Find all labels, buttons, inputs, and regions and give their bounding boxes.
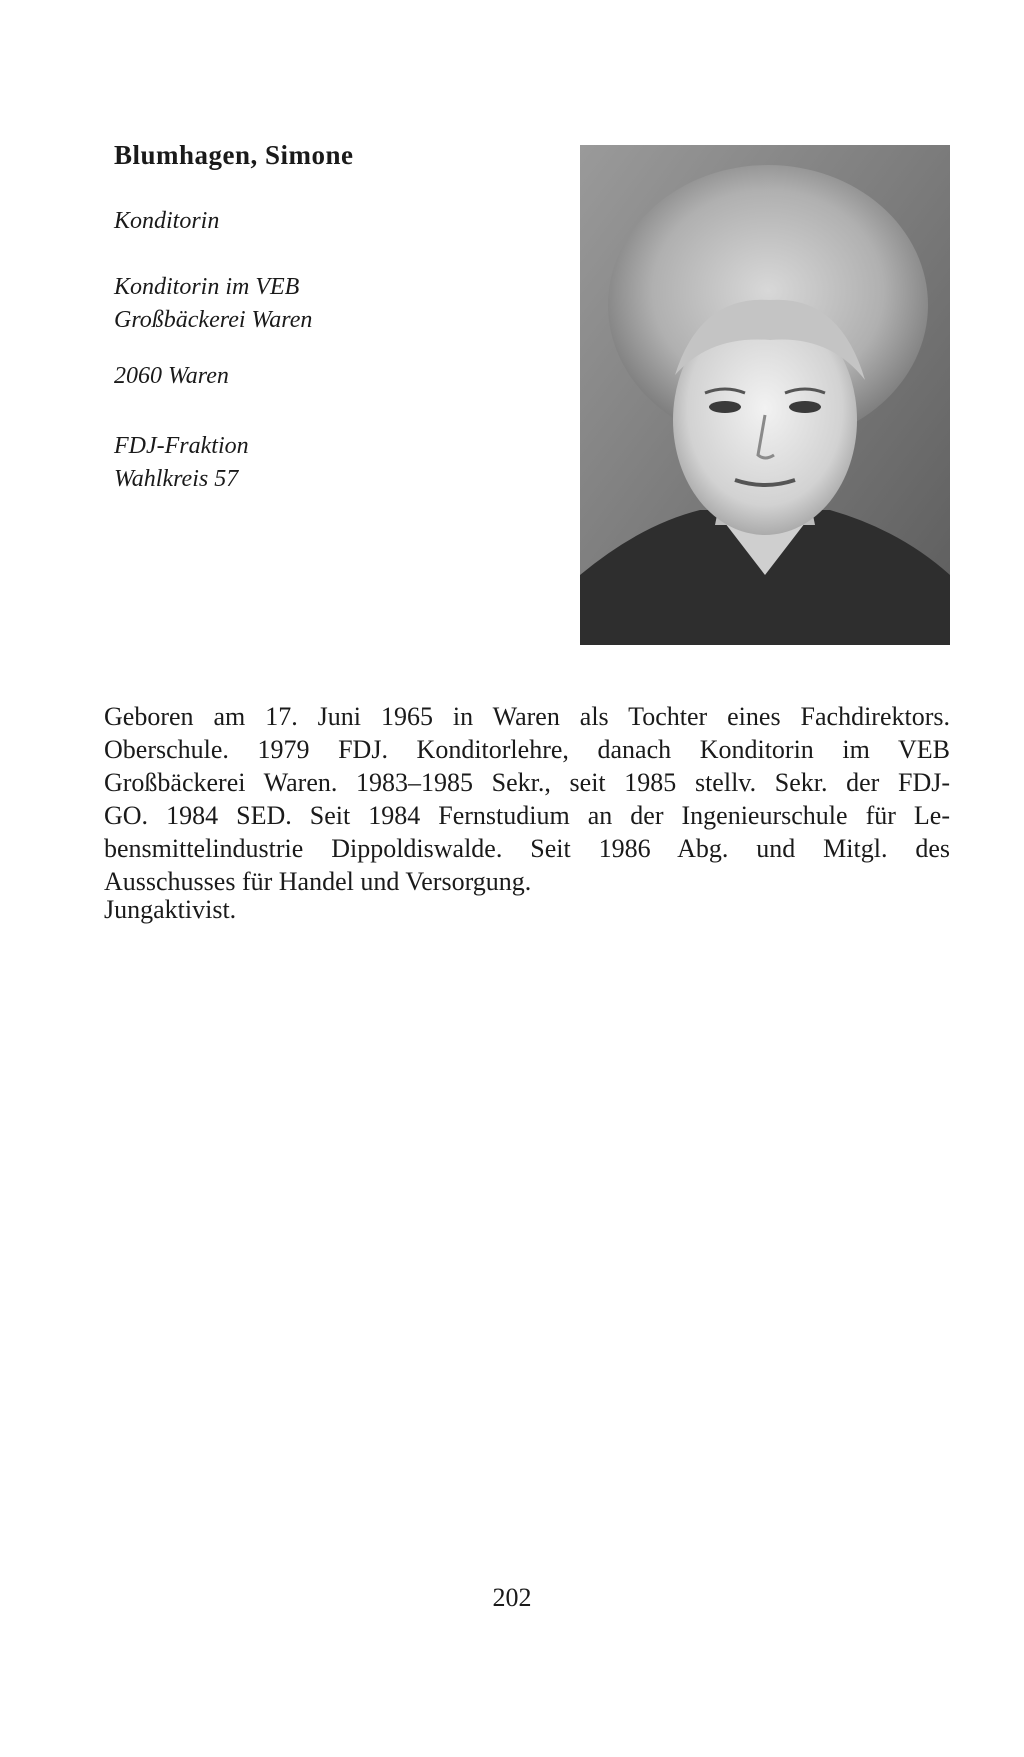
fraction-line: FDJ-Fraktion — [114, 433, 249, 459]
biography-line: Oberschule. 1979 FDJ. Konditorlehre, danach Konditorin im VEB — [104, 735, 950, 764]
biography-line: Ausschusses für Handel und Versorgung. — [104, 867, 532, 896]
occupation: Konditorin — [114, 208, 220, 234]
constituency-line: Wahlkreis 57 — [114, 466, 239, 492]
person-name: Blumhagen, Simone — [114, 140, 354, 170]
biography-line: Großbäckerei Waren. 1983–1985 Sekr., seit 1985 stellv. Sekr. der FDJ- — [104, 768, 950, 797]
biography-line: GO. 1984 SED. Seit 1984 Fernstudium an der Ingenieurschule für Le- — [104, 801, 950, 830]
address: 2060 Waren — [114, 363, 229, 389]
award: Jungaktivist. — [104, 895, 237, 924]
workplace-line: Großbäckerei Waren — [114, 307, 313, 333]
biography-line: Geboren am 17. Juni 1965 in Waren als Tochter eines Fachdirektors. — [104, 702, 950, 731]
portrait-photo — [580, 145, 950, 645]
biography-line: bensmittelindustrie Dippoldiswalde. Seit 1986 Abg. und Mitgl. des — [104, 834, 950, 863]
page-number: 202 — [492, 1583, 532, 1612]
fraction-constituency — [114, 430, 249, 496]
portrait-photo-image — [580, 145, 950, 645]
biography-text — [104, 700, 950, 898]
workplace — [114, 271, 312, 337]
workplace-line: Konditorin im VEB — [114, 274, 300, 300]
